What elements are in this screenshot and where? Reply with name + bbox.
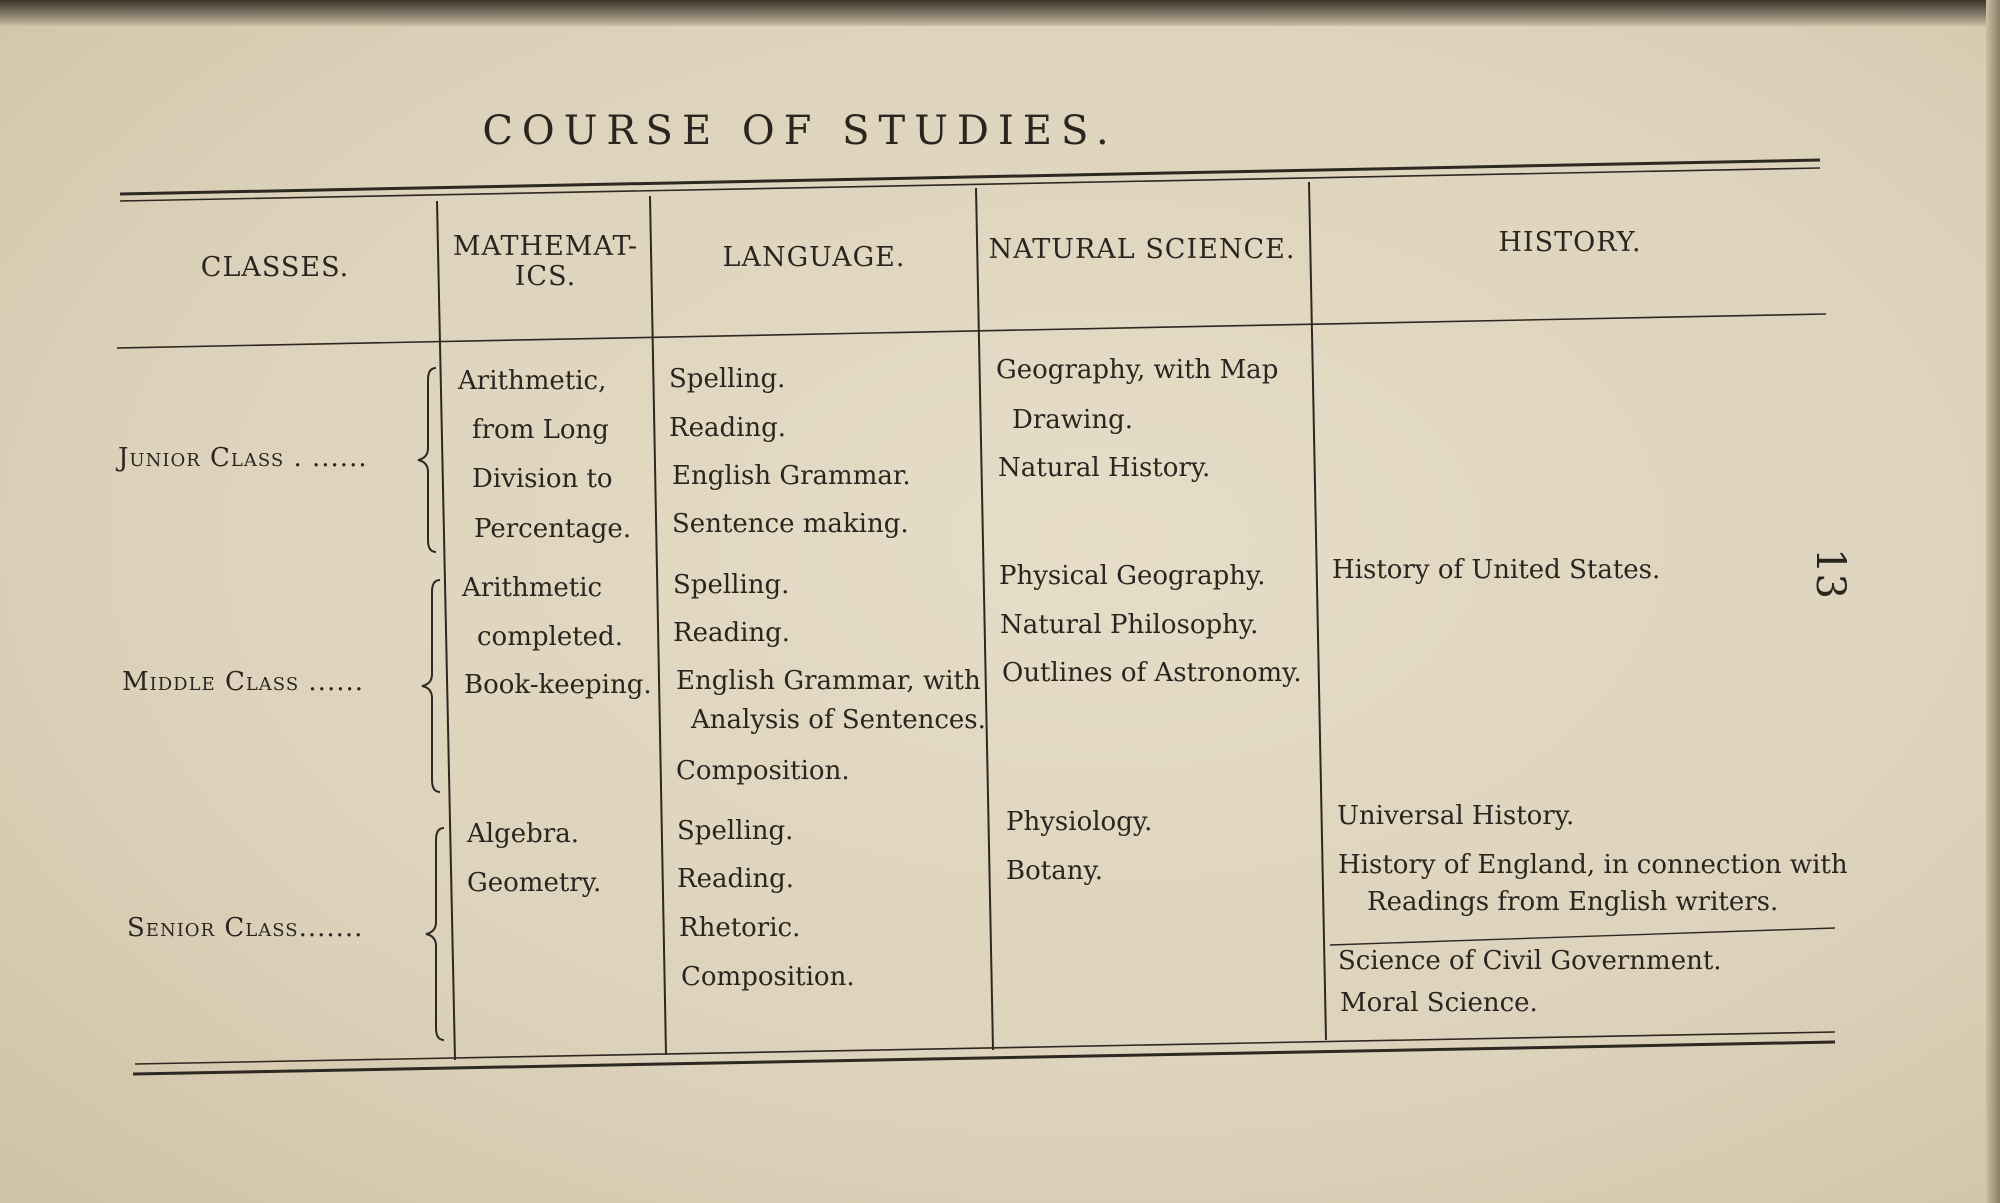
middle-history-item: History of United States. xyxy=(1332,555,1661,585)
middle-math-line: completed. xyxy=(477,622,623,652)
junior-math-line: Division to xyxy=(472,464,613,494)
senior-science-item: Physiology. xyxy=(1006,807,1153,837)
middle-language-item: English Grammar, with xyxy=(676,666,981,696)
junior-math-line: from Long xyxy=(472,415,609,445)
middle-language-item: Reading. xyxy=(673,618,791,648)
junior-class-name: Junior Class xyxy=(118,443,285,473)
junior-language-item: Reading. xyxy=(669,413,787,443)
junior-science-item: Drawing. xyxy=(1012,405,1133,435)
column-divider-3 xyxy=(976,188,993,1050)
history-separator xyxy=(1330,928,1835,945)
middle-science-item: Physical Geography. xyxy=(999,561,1266,591)
senior-language-item: Rhetoric. xyxy=(679,913,801,943)
header-mathematics-line2: ICS. xyxy=(514,261,577,292)
top-rule-inner xyxy=(120,168,1820,201)
middle-class-name: Middle Class xyxy=(122,667,300,697)
header-history: HISTORY. xyxy=(1498,227,1642,258)
junior-class-leader: . ...... xyxy=(293,443,368,473)
senior-math-item: Geometry. xyxy=(467,868,602,898)
senior-language-item: Composition. xyxy=(681,962,855,992)
header-classes: CLASSES. xyxy=(200,252,350,283)
column-divider-1 xyxy=(437,201,455,1060)
header-underline xyxy=(117,314,1826,348)
middle-class-leader: ...... xyxy=(308,667,365,697)
middle-language-item: Composition. xyxy=(676,756,850,786)
middle-science-item: Natural Philosophy. xyxy=(1000,610,1259,640)
page-title: COURSE OF STUDIES. xyxy=(482,108,1118,154)
senior-class-label xyxy=(127,913,363,943)
senior-history-item: Moral Science. xyxy=(1340,988,1538,1018)
header-language: LANGUAGE. xyxy=(722,242,906,273)
senior-history-item: Universal History. xyxy=(1337,801,1575,831)
senior-science-item: Botany. xyxy=(1006,856,1103,886)
senior-history-item: Readings from English writers. xyxy=(1367,887,1779,917)
column-divider-2 xyxy=(650,196,666,1055)
junior-science-item: Natural History. xyxy=(998,453,1211,483)
middle-math-line: Arithmetic xyxy=(462,573,603,603)
middle-math-line: Book-keeping. xyxy=(464,670,652,700)
junior-language-item: Spelling. xyxy=(669,364,786,394)
junior-math-line: Arithmetic, xyxy=(458,366,607,396)
senior-class-leader: ....... xyxy=(298,913,364,943)
junior-math-line: Percentage. xyxy=(474,514,632,544)
senior-language-item: Spelling. xyxy=(677,816,794,846)
bottom-rule-outer xyxy=(133,1042,1835,1074)
senior-class-name: Senior Class xyxy=(127,913,299,943)
middle-science-item: Outlines of Astronomy. xyxy=(1002,658,1302,688)
middle-class-label xyxy=(122,667,364,697)
senior-brace xyxy=(426,828,444,1040)
column-divider-4 xyxy=(1309,182,1326,1040)
junior-science-item: Geography, with Map xyxy=(996,355,1279,385)
junior-language-item: English Grammar. xyxy=(672,461,911,491)
junior-brace xyxy=(418,368,436,552)
middle-language-item: Analysis of Sentences. xyxy=(691,705,986,735)
senior-history-item: Science of Civil Government. xyxy=(1338,946,1722,976)
top-rule-outer xyxy=(120,160,1820,194)
header-mathematics-line1: MATHEMAT- xyxy=(452,231,639,262)
header-mathematics xyxy=(438,232,653,292)
middle-language-item: Spelling. xyxy=(673,570,790,600)
senior-math-item: Algebra. xyxy=(467,819,579,849)
header-natural-science: NATURAL SCIENCE. xyxy=(988,234,1296,265)
senior-language-item: Reading. xyxy=(677,864,795,894)
page-number: 13 xyxy=(1807,548,1853,599)
junior-class-label xyxy=(118,443,368,473)
middle-brace xyxy=(422,580,440,792)
senior-history-item: History of England, in connection with xyxy=(1338,850,1848,880)
junior-language-item: Sentence making. xyxy=(672,509,909,539)
